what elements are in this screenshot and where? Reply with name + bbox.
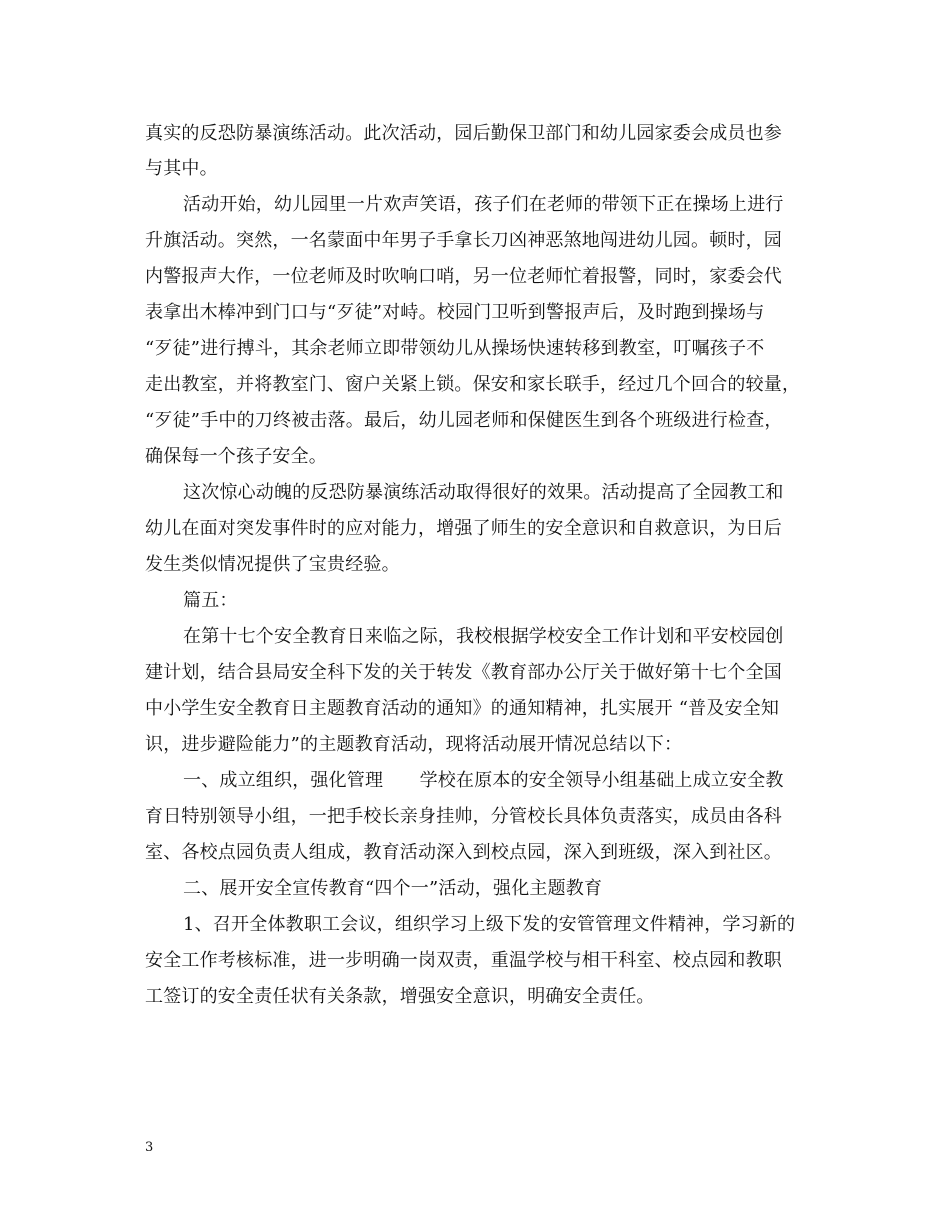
text-line: “歹徒”进行搏斗，其余老师立即带领幼儿从操场快速转移到教室，叮嘱孩子不 (145, 338, 765, 359)
text-line: 幼儿在面对突发事件时的应对能力，增强了师生的安全意识和自救意识，为日后 (145, 518, 782, 539)
text-line: 育日特别领导小组，一把手校长亲身挂帅，分管校长具体负责落实，成员由各科 (145, 806, 782, 827)
text-line: 走出教室，并将教室门、窗户关紧上锁。保安和家长联手，经过几个回合的较量， (145, 374, 801, 395)
text-line: 1、召开全体教职工会议，组织学习上级下发的安管管理文件精神，学习新的 (183, 914, 796, 935)
text-line: 工签订的安全责任状有关条款，增强安全意识，明确安全责任。 (145, 986, 655, 1007)
text-line: 确保每一个孩子安全。 (145, 446, 327, 467)
text-line: 二、展开安全宣传教育“四个一”活动，强化主题教育 (183, 878, 603, 899)
text-line: 与其中。 (145, 158, 218, 179)
text-line: 发生类似情况提供了宝贵经验。 (145, 554, 400, 575)
text-line: 室、各校点园负责人组成，教育活动深入到校点园，深入到班级，深入到社区。 (145, 842, 782, 863)
text-line: 在第十七个安全教育日来临之际，我校根据学校安全工作计划和平安校园创 (183, 626, 784, 647)
section-heading: 篇五： (183, 590, 238, 611)
text-line: 一、成立组织，强化管理 学校在原本的安全领导小组基础上成立安全教 (183, 770, 784, 791)
text-line: 这次惊心动魄的反恐防暴演练活动取得很好的效果。活动提高了全园教工和 (183, 482, 784, 503)
text-line: 中小学生安全教育日主题教育活动的通知》的通知精神，扎实展开 “普及安全知 (145, 698, 780, 719)
text-line: “歹徒”手中的刀终被击落。最后，幼儿园老师和保健医生到各个班级进行检查， (145, 410, 783, 431)
text-line: 安全工作考核标准，进一步明确一岗双责，重温学校与相干科室、校点园和教职 (145, 950, 782, 971)
text-line: 内警报声大作，一位老师及时吹响口哨，另一位老师忙着报警，同时，家委会代 (145, 266, 782, 287)
text-line: 活动开始，幼儿园里一片欢声笑语，孩子们在老师的带领下正在操场上进行 (183, 194, 784, 215)
text-line: 建计划，结合县局安全科下发的关于转发《教育部办公厅关于做好第十七个全国 (145, 662, 782, 683)
text-line: 表拿出木棒冲到门口与“歹徒”对峙。校园门卫听到警报声后，及时跑到操场与 (145, 302, 765, 323)
page-number: 3 (145, 1140, 154, 1155)
text-line: 升旗活动。突然，一名蒙面中年男子手拿长刀凶神恶煞地闯进幼儿园。顿时，园 (145, 230, 782, 251)
text-line: 识，进步避险能力”的主题教育活动，现将活动展开情况总结以下： (145, 734, 683, 755)
text-line: 真实的反恐防暴演练活动。此次活动，园后勤保卫部门和幼儿园家委会成员也参 (145, 123, 782, 144)
